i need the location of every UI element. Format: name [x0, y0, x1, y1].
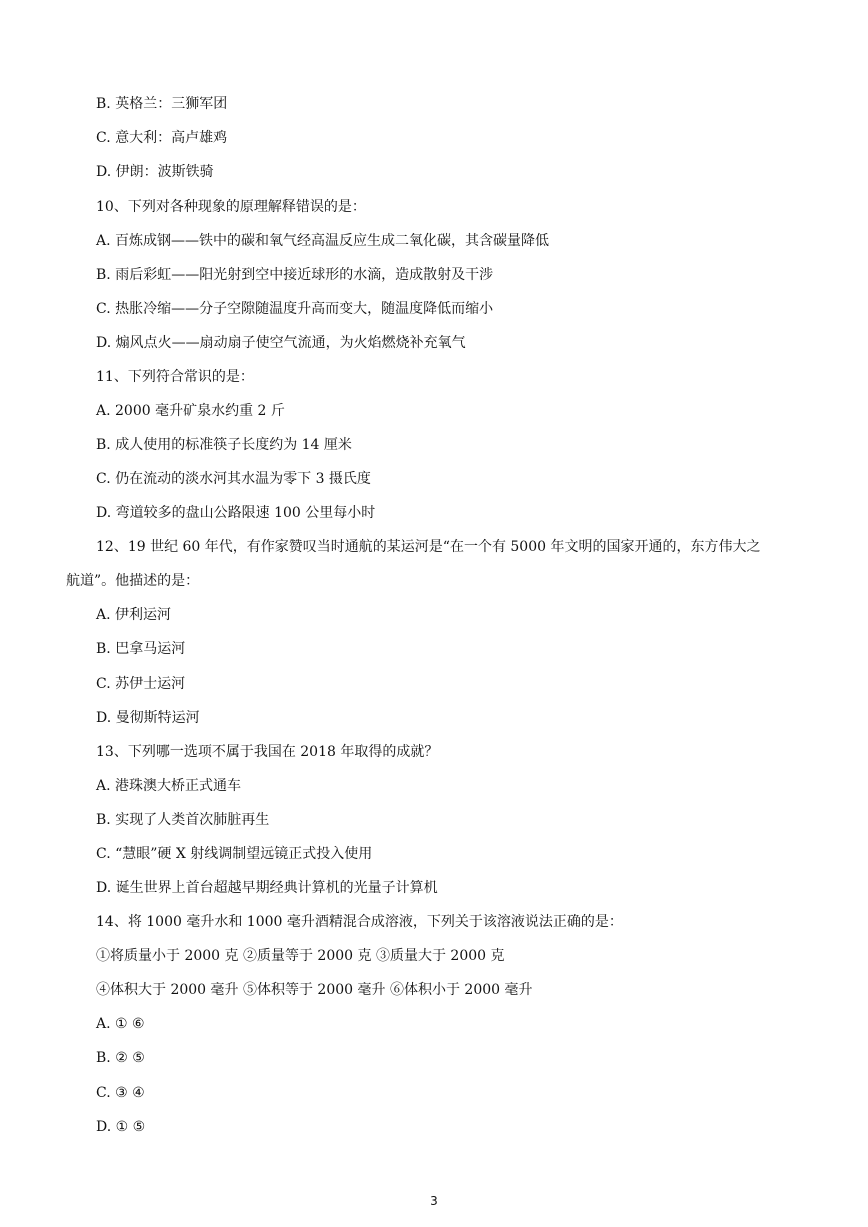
q11-option-b: B. 成人使用的标准筷子长度约为 14 厘米: [96, 437, 352, 453]
q13-option-c: C. “慧眼”硬 X 射线调制望远镜正式投入使用: [96, 846, 373, 862]
q10-stem: 10、下列对各种现象的原理解释错误的是：: [96, 199, 366, 215]
q11-option-c: C. 仍在流动的淡水河其水温为零下 3 摄氏度: [96, 471, 371, 487]
q14-option-a: A. ① ⑥: [96, 1016, 145, 1032]
q9-option-d: D. 伊朗：波斯铁骑: [96, 164, 214, 180]
q10-option-b: B. 雨后彩虹——阳光射到空中接近球形的水滴，造成散射及干涉: [96, 267, 494, 283]
q11-stem: 11、下列符合常识的是：: [96, 369, 254, 385]
q12-stem-line2: 航道”。他描述的是：: [66, 573, 200, 589]
q14-option-b: B. ② ⑤: [96, 1050, 145, 1066]
q12-option-a: A. 伊利运河: [96, 607, 172, 623]
q9-option-c: C. 意大利：高卢雄鸡: [96, 130, 228, 146]
q10-option-a: A. 百炼成钢——铁中的碳和氧气经高温反应生成二氧化碳，其含碳量降低: [96, 233, 550, 249]
q11-option-a: A. 2000 毫升矿泉水约重 2 斤: [96, 403, 285, 419]
q9-option-b: B. 英格兰：三狮军团: [96, 96, 228, 112]
q12-option-b: B. 巴拿马运河: [96, 641, 186, 657]
q12-stem-line1: 12、19 世纪 60 年代，有作家赞叹当时通航的某运河是“在一个有 5000 年文明的国家开通的，东方伟大之: [96, 539, 761, 555]
q13-option-d: D. 诞生世界上首台超越早期经典计算机的光量子计算机: [96, 880, 438, 896]
q14-option-c: C. ③ ④: [96, 1085, 145, 1101]
q11-option-d: D. 弯道较多的盘山公路限速 100 公里每小时: [96, 505, 376, 521]
q14-option-d: D. ① ⑤: [96, 1119, 146, 1135]
q13-option-a: A. 港珠澳大桥正式通车: [96, 778, 242, 794]
q13-stem: 13、下列哪一选项不属于我国在 2018 年取得的成就？: [96, 744, 439, 760]
q10-option-d: D. 煽风点火——扇动扇子使空气流通，为火焰燃烧补充氧气: [96, 335, 466, 351]
q14-statements-line1: ①将质量小于 2000 克 ②质量等于 2000 克 ③质量大于 2000 克: [96, 948, 505, 964]
q14-stem: 14、将 1000 毫升水和 1000 毫升酒精混合成溶液，下列关于该溶液说法正确的是：: [96, 914, 623, 930]
page-number: 3: [430, 1194, 438, 1208]
q12-option-c: C. 苏伊士运河: [96, 676, 186, 692]
q12-option-d: D. 曼彻斯特运河: [96, 710, 200, 726]
q14-statements-line2: ④体积大于 2000 毫升 ⑤体积等于 2000 毫升 ⑥体积小于 2000 毫升: [96, 982, 533, 998]
q10-option-c: C. 热胀冷缩——分子空隙随温度升高而变大，随温度降低而缩小: [96, 301, 494, 317]
q13-option-b: B. 实现了人类首次肺脏再生: [96, 812, 270, 828]
